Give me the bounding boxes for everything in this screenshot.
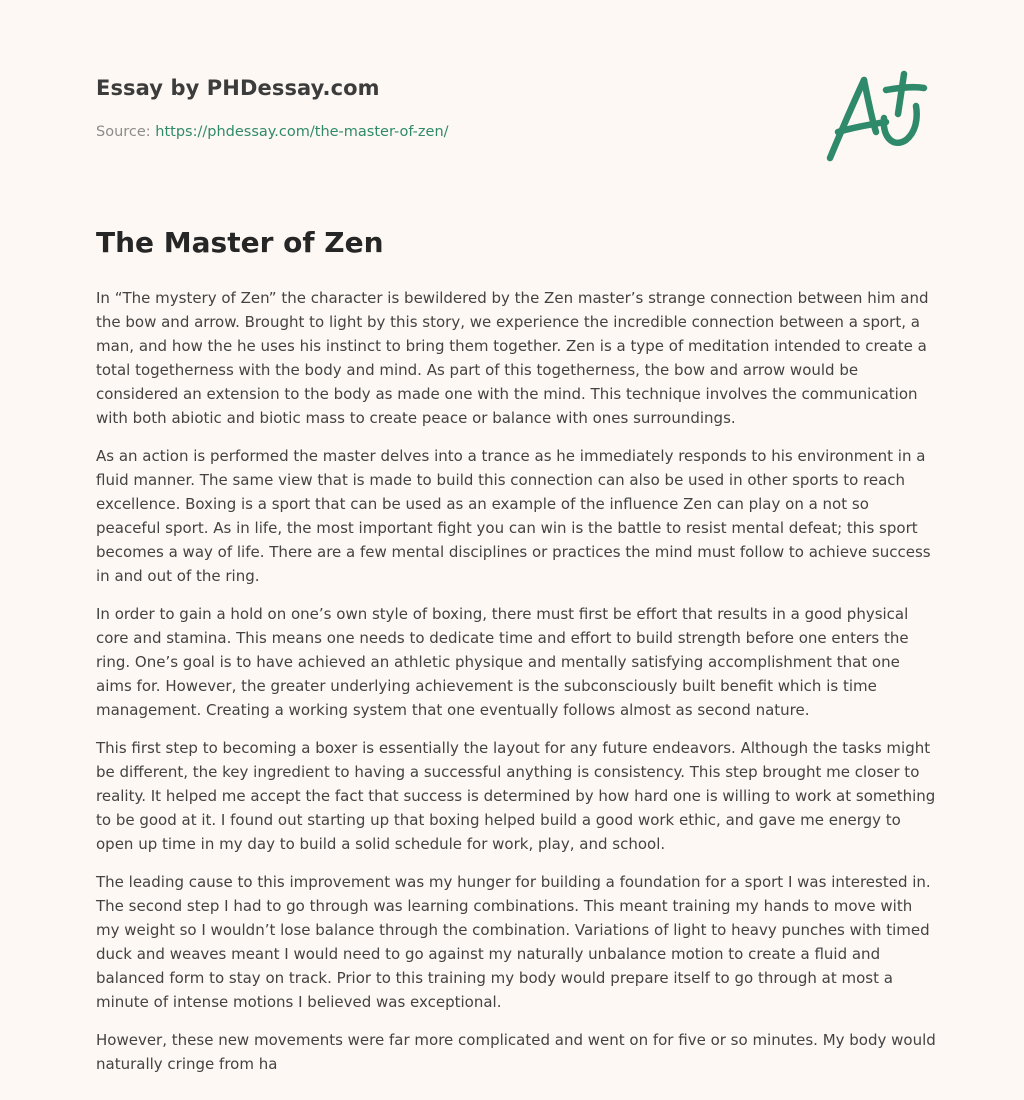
source-line [96,124,449,140]
essay-paragraph: In “The mystery of Zen” the character is bewildered by the Zen master’s strange connection between him and the bow and arrow. Brought to light by this story, we experience the incredible connection between a sport, a man, and how the he uses his instinct to bring them together. Zen is a type of meditation intended to create a total togetherness with the body and mind. As part of this togetherness, the bow and arrow would be considered an extension to the body as made one with the mind. This technique involves the communication with both abiotic and biotic mass to create peace or balance with ones surroundings. [96,289,929,427]
essay-paragraph: In order to gain a hold on one’s own style of boxing, there must first be effort that results in a good physical core and stamina. This means one needs to dedicate time and effort to build strength before one enters the ring. One’s goal is to have achieved an athletic physique and mentally satisfying accomplishment that one aims for. However, the greater underlying achievement is the subconsciously built benefit which is time management. Creating a working system that one eventually follows almost as second nature. [96,605,909,719]
essay-paragraph: This first step to becoming a boxer is essentially the layout for any future endeavors. Although the tasks might be different, the key ingredient to having a successful anything is consistency. This step brought me closer to reality. It helped me accept the fact that success is determined by how hard one is willing to work at something to be good at it. I found out starting up that boxing helped build a good work ethic, and gave me energy to open up time in my day to build a solid schedule for work, play, and school. [96,739,936,853]
essay-paragraph: As an action is performed the master delves into a trance as he immediately responds to his environment in a fluid manner. The same view that is made to build this connection can also be used in other sports to reach excellence. Boxing is a sport that can be used as an example of the influence Zen can play on a not so peaceful sport. As in life, the most important fight you can win is the battle to resist mental defeat; this sport becomes a way of life. There are a few mental disciplines or practices the mind must follow to achieve success in and out of the ring. [96,447,931,585]
essay-title: The Master of Zen [96,226,384,259]
page-header [96,0,928,180]
site-title: Essay by PHDessay.com [96,76,380,100]
source-link[interactable]: https://phdessay.com/the-master-of-zen/ [155,124,449,140]
source-label: Source: [96,124,156,140]
essay-paragraph: The leading cause to this improvement was my hunger for building a foundation for a sport I was interested in. The second step I had to go through was learning combinations. This meant training my hands to move with my weight so I wouldn’t lose balance through the combination. Variations of light to heavy punches with timed duck and weaves meant I would need to go against my naturally unbalance motion to create a fluid and balanced form to stay on track. Prior to this training my body would prepare itself to go through at most a minute of intense motions I believed was exceptional. [96,873,931,1011]
a-plus-logo-icon [824,68,928,164]
essay-paragraph: However, these new movements were far more complicated and went on for five or so minutes. My body would naturally cringe from ha [96,1031,936,1073]
essay-body [96,286,936,1090]
